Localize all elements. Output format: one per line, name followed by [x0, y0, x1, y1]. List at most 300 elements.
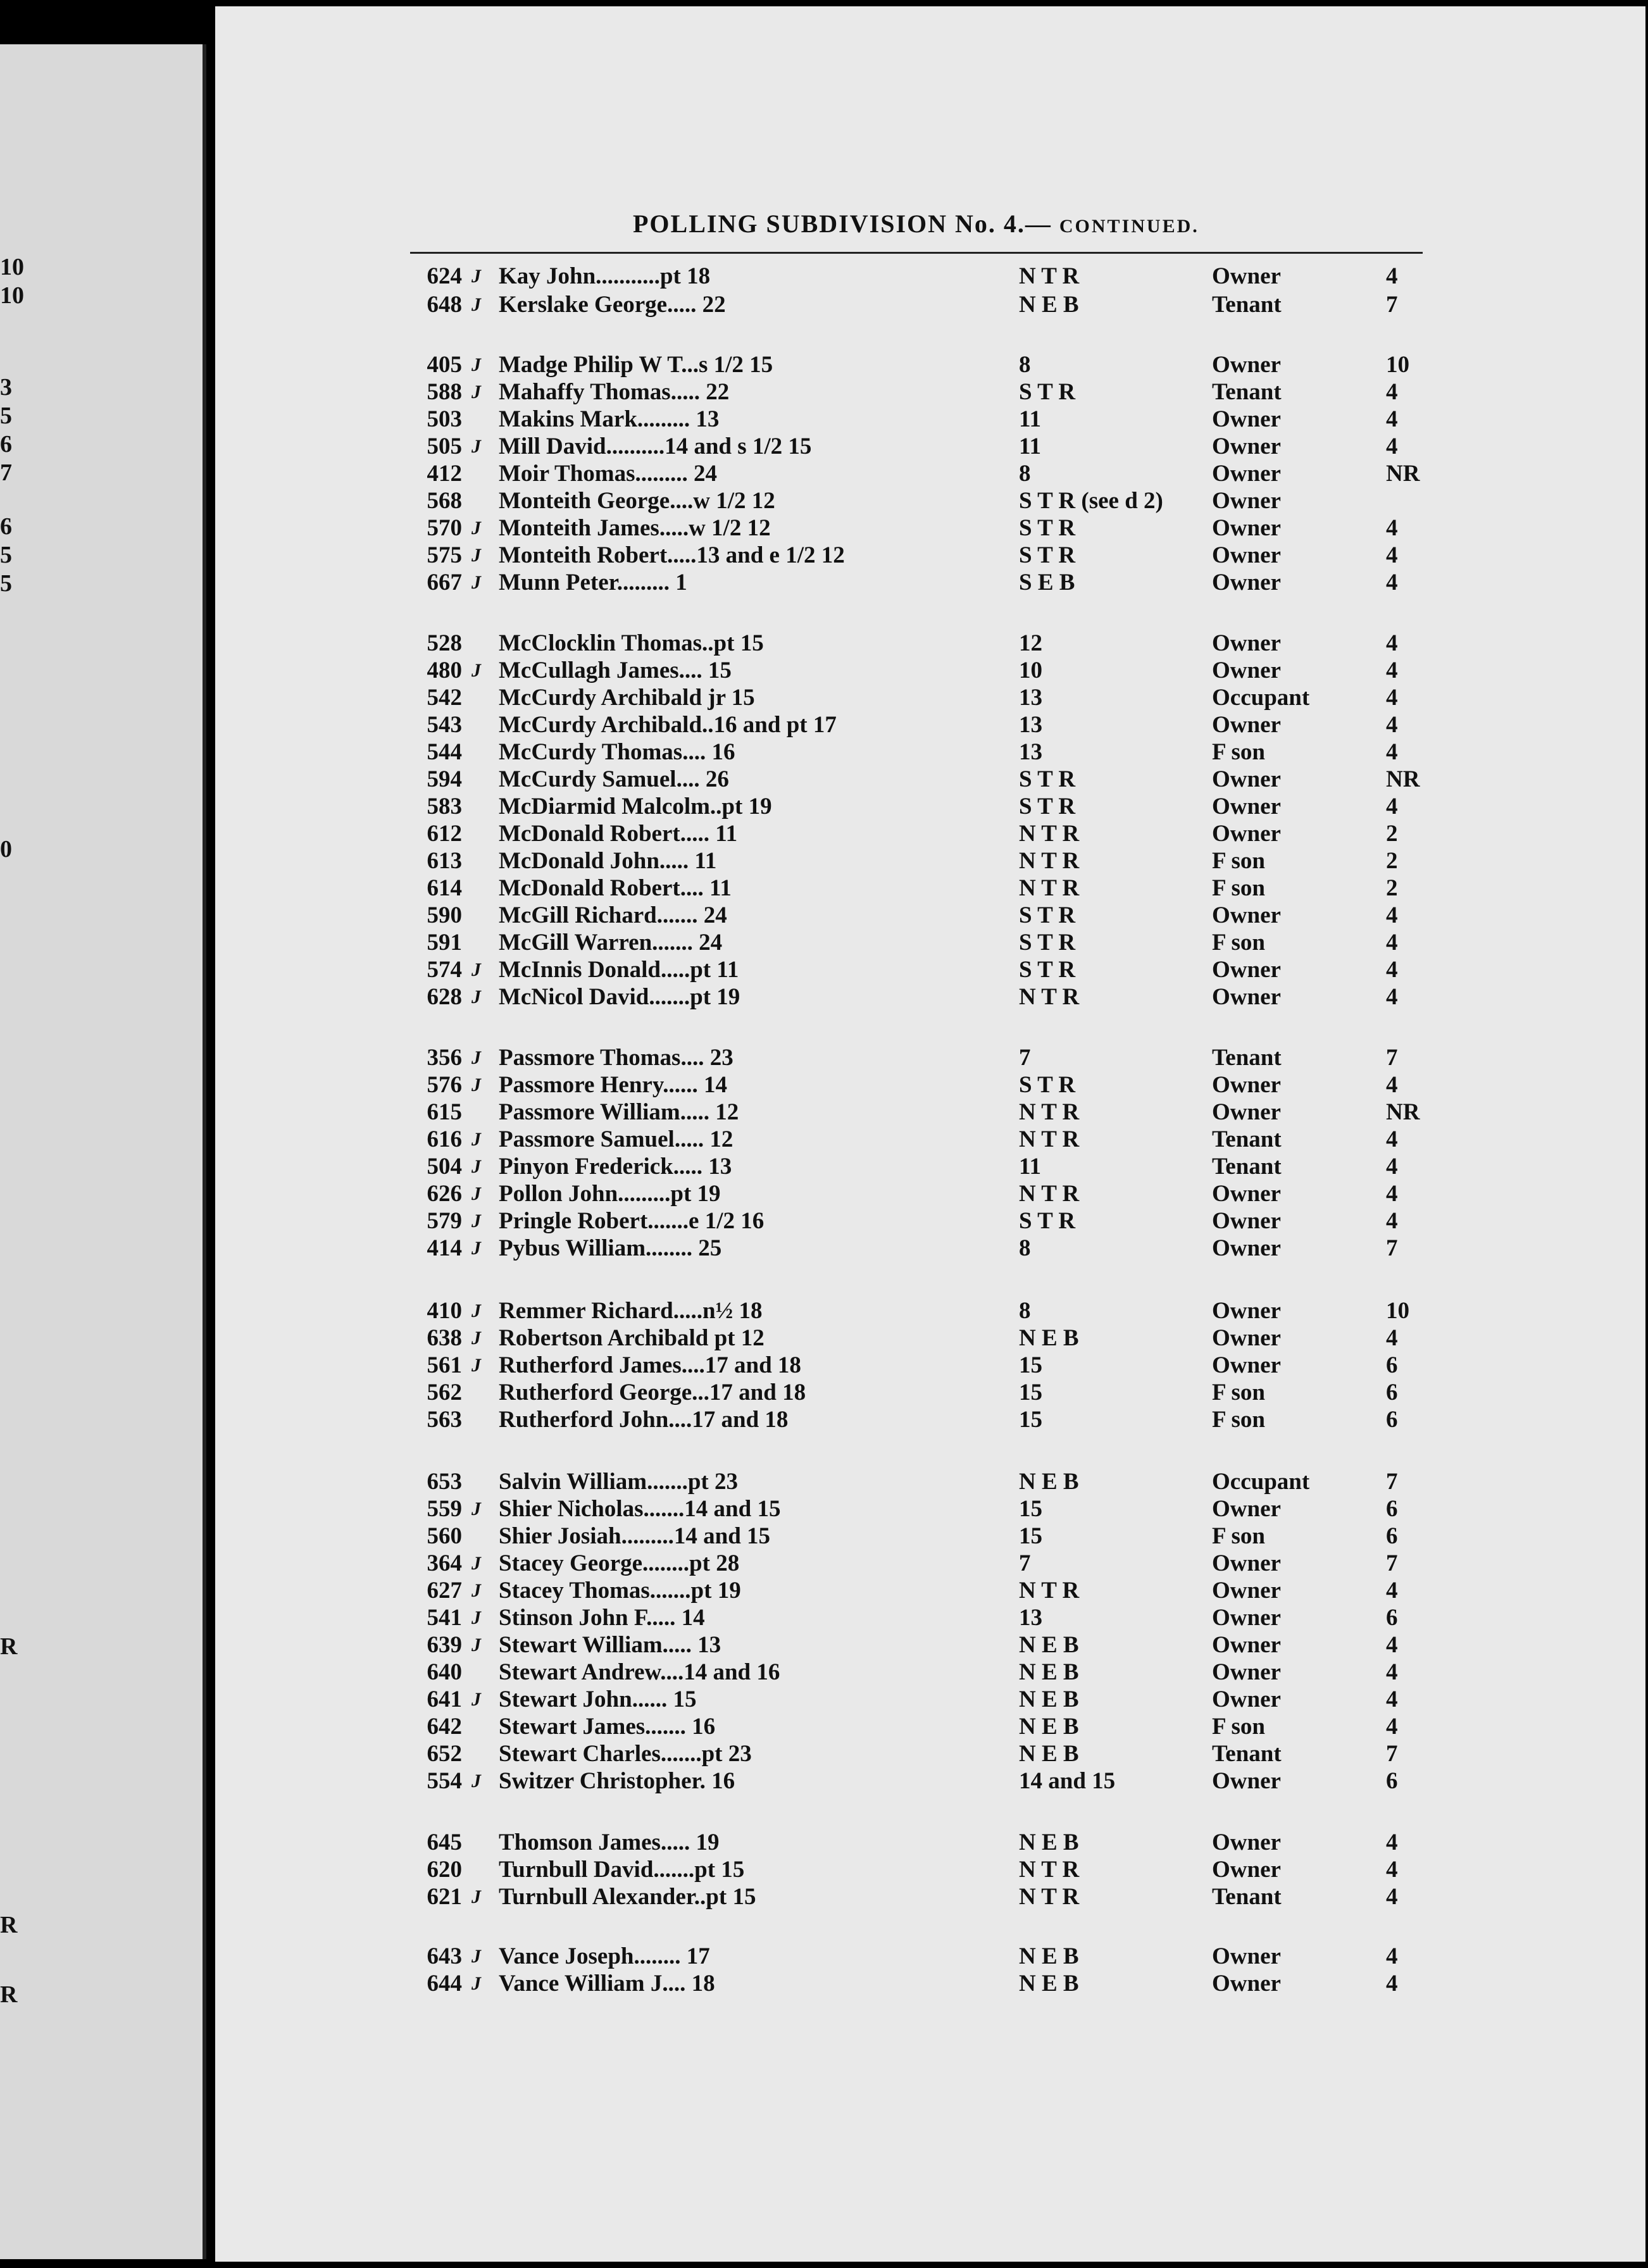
entry-status: Occupant: [1212, 685, 1310, 711]
entry-name-lot: Stewart John...... 15: [499, 1686, 697, 1712]
list-item: [0, 1180, 1648, 1208]
entry-status: Owner: [1212, 794, 1281, 819]
list-item: [0, 1659, 1648, 1686]
list-item: [0, 263, 1648, 290]
juror-mark: J: [471, 1689, 481, 1710]
entry-number: 562: [427, 1380, 462, 1405]
entry-status: Owner: [1212, 1181, 1281, 1207]
entry-name-lot: Passmore Thomas.... 23: [499, 1045, 733, 1071]
entry-number: 412: [427, 461, 462, 487]
entry-number: 579: [427, 1208, 462, 1234]
entry-number: 568: [427, 488, 462, 514]
entry-status: Owner: [1212, 352, 1281, 378]
entry-name-lot: McGill Richard....... 24: [499, 902, 727, 928]
juror-mark: J: [471, 1886, 481, 1907]
entry-name-lot: McNicol David.......pt 19: [499, 984, 740, 1010]
header-rule: [410, 252, 1423, 254]
juror-mark: J: [471, 382, 481, 402]
entry-value: 4: [1386, 542, 1398, 568]
entry-status: Occupant: [1212, 1469, 1310, 1495]
entry-name-lot: McGill Warren....... 24: [499, 930, 723, 956]
entry-location: N E B: [1019, 1714, 1079, 1740]
entry-location: N T R: [1019, 1884, 1080, 1910]
entry-value: 4: [1386, 1578, 1398, 1604]
juror-mark: J: [471, 1328, 481, 1349]
entry-value: 4: [1386, 570, 1398, 595]
entry-number: 653: [427, 1469, 462, 1495]
list-item: [0, 793, 1648, 821]
entry-status: Owner: [1212, 488, 1281, 514]
entry-name-lot: Turnbull Alexander..pt 15: [499, 1884, 756, 1910]
entry-status: Owner: [1212, 821, 1281, 847]
entry-status: Owner: [1212, 1686, 1281, 1712]
entry-value: 4: [1386, 1971, 1398, 1997]
list-item: [0, 902, 1648, 930]
entry-name-lot: McInnis Donald.....pt 11: [499, 957, 739, 983]
entry-name-lot: McDonald John..... 11: [499, 848, 717, 874]
entry-location: S T R: [1019, 515, 1076, 541]
entry-location: N E B: [1019, 1971, 1079, 1997]
entry-location: N T R: [1019, 1578, 1080, 1604]
list-item: [0, 1235, 1648, 1262]
entry-name-lot: Pringle Robert.......e 1/2 16: [499, 1208, 765, 1234]
list-item: [0, 684, 1648, 712]
entry-location: N E B: [1019, 1659, 1079, 1685]
entry-location: 7: [1019, 1045, 1031, 1071]
entry-location: S T R: [1019, 1072, 1076, 1098]
entry-number: 505: [427, 433, 462, 459]
entry-name-lot: Shier Josiah.........14 and 15: [499, 1523, 771, 1549]
entry-location: 13: [1019, 1605, 1042, 1631]
juror-mark: J: [471, 1047, 481, 1068]
entry-value: 6: [1386, 1605, 1398, 1631]
left-margin-mark: R: [0, 1633, 18, 1660]
entry-value: 4: [1386, 685, 1398, 711]
header-continued: CONTINUED.: [1059, 216, 1199, 237]
entry-value: 7: [1386, 1550, 1398, 1576]
entry-value: 7: [1386, 292, 1398, 318]
entry-location: N E B: [1019, 1943, 1079, 1969]
entry-status: F son: [1212, 1407, 1265, 1433]
entry-name-lot: McClocklin Thomas..pt 15: [499, 630, 764, 656]
entry-number: 559: [427, 1496, 462, 1522]
list-item: [0, 460, 1648, 488]
juror-mark: J: [471, 1635, 481, 1655]
entry-name-lot: Makins Mark......... 13: [499, 406, 720, 432]
entry-name-lot: Monteith Robert.....13 and e 1/2 12: [499, 542, 845, 568]
juror-mark: J: [471, 1183, 481, 1204]
entry-status: Owner: [1212, 957, 1281, 983]
entry-value: 7: [1386, 1045, 1398, 1071]
entry-location: N E B: [1019, 292, 1079, 318]
list-item: [0, 1207, 1648, 1235]
juror-mark: J: [471, 545, 481, 566]
list-item: [0, 542, 1648, 570]
entry-status: Owner: [1212, 712, 1281, 738]
entry-name-lot: Passmore Samuel..... 12: [499, 1126, 733, 1152]
entry-number: 405: [427, 352, 462, 378]
entry-location: 15: [1019, 1380, 1042, 1405]
entry-value: 4: [1386, 1154, 1398, 1180]
entry-status: F son: [1212, 1714, 1265, 1740]
entry-value: 4: [1386, 657, 1398, 683]
entry-status: Owner: [1212, 542, 1281, 568]
entry-status: Owner: [1212, 1632, 1281, 1658]
entry-number: 616: [427, 1126, 462, 1152]
entry-number: 563: [427, 1407, 462, 1433]
entry-location: N T R: [1019, 263, 1080, 289]
entry-name-lot: Vance William J.... 18: [499, 1971, 715, 1997]
entry-location: S T R: [1019, 766, 1076, 792]
entry-status: Owner: [1212, 1235, 1281, 1261]
entry-name-lot: Munn Peter......... 1: [499, 570, 687, 595]
entry-value: 2: [1386, 875, 1398, 901]
left-margin-mark: 6: [0, 513, 12, 540]
juror-mark: J: [471, 572, 481, 593]
entry-value: 10: [1386, 352, 1409, 378]
entry-number: 621: [427, 1884, 462, 1910]
entry-number: 480: [427, 657, 462, 683]
entry-name-lot: Stinson John F..... 14: [499, 1605, 705, 1631]
entry-status: Owner: [1212, 1829, 1281, 1855]
entry-number: 648: [427, 292, 462, 318]
juror-mark: J: [471, 1300, 481, 1321]
entry-status: Owner: [1212, 515, 1281, 541]
entry-location: N E B: [1019, 1469, 1079, 1495]
entry-value: 6: [1386, 1407, 1398, 1433]
entry-status: Owner: [1212, 1943, 1281, 1969]
entry-status: F son: [1212, 739, 1265, 765]
entry-location: 15: [1019, 1523, 1042, 1549]
entry-location: S T R: [1019, 930, 1076, 956]
entry-status: Owner: [1212, 1768, 1281, 1794]
entry-number: 591: [427, 930, 462, 956]
entry-number: 643: [427, 1943, 462, 1969]
entry-status: Owner: [1212, 1550, 1281, 1576]
entry-name-lot: Stacey George........pt 28: [499, 1550, 740, 1576]
entry-location: 12: [1019, 630, 1042, 656]
entry-name-lot: Thomson James..... 19: [499, 1829, 720, 1855]
entry-location: 13: [1019, 685, 1042, 711]
entry-value: 4: [1386, 1181, 1398, 1207]
entry-location: N E B: [1019, 1829, 1079, 1855]
list-item: [0, 1523, 1648, 1550]
entry-number: 554: [427, 1768, 462, 1794]
entry-value: 7: [1386, 1235, 1398, 1261]
list-item: [0, 1943, 1648, 1971]
entry-number: 588: [427, 379, 462, 405]
list-item: [0, 1550, 1648, 1578]
entry-value: 4: [1386, 1325, 1398, 1351]
entry-location: 13: [1019, 712, 1042, 738]
entry-status: Tenant: [1212, 1045, 1282, 1071]
list-item: [0, 1883, 1648, 1911]
entry-value: 4: [1386, 1072, 1398, 1098]
entry-name-lot: Remmer Richard.....n½ 18: [499, 1298, 763, 1324]
entry-number: 560: [427, 1523, 462, 1549]
entry-value: 4: [1386, 1686, 1398, 1712]
entry-name-lot: Mill David..........14 and s 1/2 15: [499, 433, 812, 459]
entry-location: 8: [1019, 352, 1031, 378]
entry-name-lot: McDonald Robert.... 11: [499, 875, 732, 901]
left-margin-mark: R: [0, 1912, 18, 1938]
entry-value: 2: [1386, 821, 1398, 847]
juror-mark: J: [471, 1553, 481, 1574]
entry-number: 641: [427, 1686, 462, 1712]
entry-name-lot: Stewart James....... 16: [499, 1714, 716, 1740]
list-item: [0, 514, 1648, 542]
entry-status: Owner: [1212, 433, 1281, 459]
entry-value: 4: [1386, 930, 1398, 956]
entry-location: 15: [1019, 1496, 1042, 1522]
list-item: [0, 1406, 1648, 1434]
entry-location: N T R: [1019, 1857, 1080, 1883]
list-item: [0, 657, 1648, 685]
left-margin-mark: 7: [0, 459, 12, 486]
list-item: [0, 1468, 1648, 1496]
entry-number: 542: [427, 685, 462, 711]
list-item: [0, 630, 1648, 657]
entry-number: 574: [427, 957, 462, 983]
entry-name-lot: Madge Philip W T...s 1/2 15: [499, 352, 773, 378]
entry-name-lot: Pinyon Frederick..... 13: [499, 1154, 732, 1180]
entry-status: Owner: [1212, 1578, 1281, 1604]
entry-value: 4: [1386, 1126, 1398, 1152]
list-item: [0, 1099, 1648, 1126]
juror-mark: J: [471, 518, 481, 539]
entry-value: NR: [1386, 461, 1420, 487]
entry-value: 10: [1386, 1298, 1409, 1324]
entry-status: Owner: [1212, 1325, 1281, 1351]
entry-location: N T R: [1019, 984, 1080, 1010]
entry-number: 575: [427, 542, 462, 568]
juror-mark: J: [471, 266, 481, 287]
juror-mark: J: [471, 660, 481, 681]
entry-location: S T R: [1019, 957, 1076, 983]
entry-location: S T R (see d 2): [1019, 488, 1163, 514]
entry-location: 15: [1019, 1352, 1042, 1378]
list-item: [0, 929, 1648, 957]
entry-location: N T R: [1019, 1181, 1080, 1207]
entry-name-lot: Kerslake George..... 22: [499, 292, 726, 318]
entry-number: 612: [427, 821, 462, 847]
list-item: [0, 569, 1648, 597]
entry-location: N T R: [1019, 1126, 1080, 1152]
list-item: [0, 1297, 1648, 1325]
entry-status: Owner: [1212, 1605, 1281, 1631]
entry-name-lot: Stewart William..... 13: [499, 1632, 721, 1658]
left-margin-mark: 5: [0, 402, 12, 429]
entry-location: 8: [1019, 1298, 1031, 1324]
entry-value: 4: [1386, 902, 1398, 928]
entry-value: 4: [1386, 1659, 1398, 1685]
entry-status: Owner: [1212, 984, 1281, 1010]
juror-mark: J: [471, 1973, 481, 1994]
juror-mark: J: [471, 294, 481, 315]
entry-number: 356: [427, 1045, 462, 1071]
entry-location: 11: [1019, 1154, 1041, 1180]
entry-status: Tenant: [1212, 1884, 1282, 1910]
entry-status: Tenant: [1212, 1154, 1282, 1180]
entry-location: 7: [1019, 1550, 1031, 1576]
entry-value: 2: [1386, 848, 1398, 874]
list-item: [0, 983, 1648, 1011]
entry-status: F son: [1212, 1523, 1265, 1549]
entry-location: N E B: [1019, 1632, 1079, 1658]
left-margin-mark: 6: [0, 431, 12, 458]
entry-status: Owner: [1212, 1971, 1281, 1997]
header-title: POLLING SUBDIVISION No. 4.—: [633, 209, 1052, 238]
entry-number: 594: [427, 766, 462, 792]
left-margin-mark: 5: [0, 542, 12, 568]
page-header: [633, 209, 1199, 239]
list-item: [0, 1713, 1648, 1741]
entry-value: 4: [1386, 515, 1398, 541]
entry-location: N E B: [1019, 1325, 1079, 1351]
entry-status: Owner: [1212, 1208, 1281, 1234]
left-margin-mark: 5: [0, 570, 12, 597]
list-item: [0, 711, 1648, 739]
entry-number: 503: [427, 406, 462, 432]
entry-number: 615: [427, 1099, 462, 1125]
juror-mark: J: [471, 1075, 481, 1095]
entry-name-lot: McCurdy Thomas.... 16: [499, 739, 735, 765]
entry-location: 11: [1019, 406, 1041, 432]
entry-status: F son: [1212, 875, 1265, 901]
entry-name-lot: Vance Joseph........ 17: [499, 1943, 710, 1969]
entry-name-lot: Salvin William.......pt 23: [499, 1469, 738, 1495]
entry-status: Tenant: [1212, 379, 1282, 405]
entry-value: 4: [1386, 1943, 1398, 1969]
juror-mark: J: [471, 1211, 481, 1231]
entry-location: 8: [1019, 461, 1031, 487]
entry-value: 6: [1386, 1523, 1398, 1549]
entry-value: 4: [1386, 739, 1398, 765]
left-margin-mark: 3: [0, 374, 12, 401]
entry-name-lot: Rutherford John....17 and 18: [499, 1407, 789, 1433]
list-item: [0, 1379, 1648, 1407]
entry-location: S T R: [1019, 542, 1076, 568]
list-item: [0, 1126, 1648, 1154]
entry-status: Tenant: [1212, 1126, 1282, 1152]
list-item: [0, 351, 1648, 379]
list-item: [0, 1829, 1648, 1857]
entry-name-lot: Passmore Henry...... 14: [499, 1072, 728, 1098]
list-item: [0, 1153, 1648, 1181]
entry-status: Owner: [1212, 1857, 1281, 1883]
list-item: [0, 1071, 1648, 1099]
entry-value: 4: [1386, 1857, 1398, 1883]
entry-number: 576: [427, 1072, 462, 1098]
list-item: [0, 406, 1648, 433]
entry-status: Owner: [1212, 1298, 1281, 1324]
list-item: [0, 847, 1648, 875]
entry-value: NR: [1386, 1099, 1420, 1125]
entry-location: 14 and 15: [1019, 1768, 1116, 1794]
entry-status: Owner: [1212, 570, 1281, 595]
entry-location: S T R: [1019, 794, 1076, 819]
juror-mark: J: [471, 354, 481, 375]
entry-status: F son: [1212, 1380, 1265, 1405]
entry-value: 4: [1386, 1208, 1398, 1234]
list-item: [0, 1352, 1648, 1380]
juror-mark: J: [471, 1580, 481, 1601]
entry-value: 7: [1386, 1741, 1398, 1767]
entry-name-lot: Mahaffy Thomas..... 22: [499, 379, 730, 405]
juror-mark: J: [471, 1607, 481, 1628]
entry-location: N T R: [1019, 821, 1080, 847]
entry-name-lot: Pollon John.........pt 19: [499, 1181, 721, 1207]
entry-name-lot: Passmore William..... 12: [499, 1099, 739, 1125]
list-item: [0, 291, 1648, 319]
juror-mark: J: [471, 1355, 481, 1376]
juror-mark: J: [471, 1946, 481, 1967]
left-margin-mark: 10: [0, 282, 24, 309]
entry-location: 13: [1019, 739, 1042, 765]
list-item: [0, 1970, 1648, 1998]
entry-status: Owner: [1212, 630, 1281, 656]
entry-name-lot: Turnbull David.......pt 15: [499, 1857, 745, 1883]
list-item: [0, 1686, 1648, 1714]
entry-name-lot: Stacey Thomas.......pt 19: [499, 1578, 741, 1604]
entry-number: 667: [427, 570, 462, 595]
entry-value: 4: [1386, 379, 1398, 405]
entry-number: 628: [427, 984, 462, 1010]
entry-number: 626: [427, 1181, 462, 1207]
entry-location: S T R: [1019, 902, 1076, 928]
entry-number: 645: [427, 1829, 462, 1855]
entry-status: Tenant: [1212, 292, 1282, 318]
entry-status: F son: [1212, 848, 1265, 874]
entry-name-lot: Robertson Archibald pt 12: [499, 1325, 765, 1351]
entry-location: N E B: [1019, 1741, 1079, 1767]
entry-number: 639: [427, 1632, 462, 1658]
entry-number: 620: [427, 1857, 462, 1883]
left-margin-mark: 10: [0, 254, 24, 280]
left-margin-mark: 0: [0, 836, 12, 863]
entry-number: 624: [427, 263, 462, 289]
entry-number: 544: [427, 739, 462, 765]
entry-name-lot: Shier Nicholas.......14 and 15: [499, 1496, 781, 1522]
entry-number: 640: [427, 1659, 462, 1685]
entry-number: 414: [427, 1235, 462, 1261]
entry-number: 627: [427, 1578, 462, 1604]
entry-value: 4: [1386, 984, 1398, 1010]
juror-mark: J: [471, 1129, 481, 1150]
entry-value: 4: [1386, 1884, 1398, 1910]
entry-number: 528: [427, 630, 462, 656]
entry-number: 504: [427, 1154, 462, 1180]
entry-name-lot: Monteith James.....w 1/2 12: [499, 515, 771, 541]
entry-number: 638: [427, 1325, 462, 1351]
entry-name-lot: Rutherford George...17 and 18: [499, 1380, 806, 1405]
entry-name-lot: McCurdy Archibald..16 and pt 17: [499, 712, 837, 738]
entry-status: Owner: [1212, 406, 1281, 432]
list-item: [0, 1577, 1648, 1605]
entry-status: Tenant: [1212, 1741, 1282, 1767]
entry-location: 10: [1019, 657, 1042, 683]
entry-status: Owner: [1212, 1072, 1281, 1098]
entry-name-lot: McDonald Robert..... 11: [499, 821, 738, 847]
entry-name-lot: Monteith George....w 1/2 12: [499, 488, 775, 514]
list-item: [0, 738, 1648, 766]
entry-number: 613: [427, 848, 462, 874]
entry-value: 4: [1386, 712, 1398, 738]
entry-number: 561: [427, 1352, 462, 1378]
list-item: [0, 875, 1648, 902]
list-item: [0, 956, 1648, 984]
entry-name-lot: Pybus William........ 25: [499, 1235, 722, 1261]
